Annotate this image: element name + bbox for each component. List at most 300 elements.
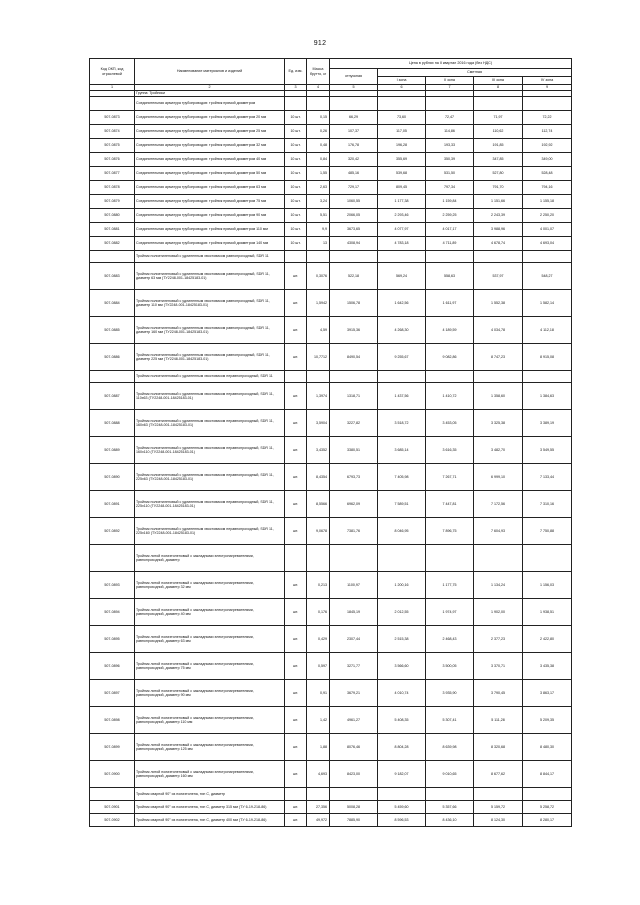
name-cell: Тройник литой полиэтиленовый с закладными электронагревателями, равнопроходной, диаметр 110 мм xyxy=(135,707,285,734)
unit-cell: шт. xyxy=(285,290,307,317)
empty-cell xyxy=(285,371,307,383)
col-number: 1 xyxy=(90,85,135,91)
table-row xyxy=(90,290,572,317)
group-name: Тройник литой полиэтиленовый с закладными электронагревателями, равнопроходной, диаметр xyxy=(135,545,285,572)
empty-cell xyxy=(285,788,307,801)
unit-cell: 10 шт. xyxy=(285,209,307,223)
mass-cell: 0,597 xyxy=(307,653,330,680)
price-zone-2: 1 611,97 xyxy=(426,290,474,317)
price-zone-2: 3 616,35 xyxy=(426,437,474,464)
price-zone-2: 5 357,66 xyxy=(426,801,474,814)
price-zone-2: 4 189,59 xyxy=(426,317,474,344)
header-code: Код ОКП, код отраслевой xyxy=(90,59,135,85)
price-zone-2: 3 935,90 xyxy=(426,680,474,707)
unit-cell: шт. xyxy=(285,599,307,626)
price-zone-4: 1 384,63 xyxy=(523,383,572,410)
code-cell xyxy=(90,371,135,383)
table-row xyxy=(90,599,572,626)
price-zone-4: 3 435,38 xyxy=(523,653,572,680)
price-zone-1: 2 293,46 xyxy=(378,209,426,223)
price-zone-2: 8 436,10 xyxy=(426,814,474,827)
empty-cell xyxy=(307,788,330,801)
name-cell: Тройник литой полиэтиленовый с закладными электронагревателями, равнопроходной, диаметр 32 мм xyxy=(135,572,285,599)
price-zone-1: 2 515,38 xyxy=(378,626,426,653)
price-zone-1: 4 010,74 xyxy=(378,680,426,707)
unit-cell: шт. xyxy=(285,344,307,371)
mass-cell: 27,356 xyxy=(307,801,330,814)
name-cell: Тройник полиэтиленовый с удлиненным хвостовиком неравнопроходный, SDR 11, 160x110 (ТУ2248-001-18425183-01) xyxy=(135,437,285,464)
price-zone-2: 7 896,75 xyxy=(426,518,474,545)
unit-cell: шт. xyxy=(285,761,307,788)
unit-cell: шт. xyxy=(285,437,307,464)
table-row xyxy=(90,707,572,734)
table-row xyxy=(90,167,572,181)
price-otpusknaya: 176,78 xyxy=(330,139,378,153)
table-body xyxy=(90,91,572,827)
code-cell: 507-0901 xyxy=(90,801,135,814)
price-otpusknaya: 2066,05 xyxy=(330,209,378,223)
name-cell: Тройник сварной 90° из полиэтилена, тип С, диаметр 400 мм (ТУ 6-19-218-86) xyxy=(135,814,285,827)
header-price-caption: Цена в рублях на II квартал 2016 года (без НДС) xyxy=(330,59,572,69)
price-zone-4: 528,48 xyxy=(523,167,572,181)
price-zone-3: 4 678,74 xyxy=(474,237,523,251)
price-zone-3: 3 790,45 xyxy=(474,680,523,707)
mass-cell: 0,84 xyxy=(307,153,330,167)
mass-cell: 1,3974 xyxy=(307,383,330,410)
name-cell: Тройник полиэтиленовый с удлиненным хвостовиком неравнопроходный, SDR 11, 160x63 (ТУ2248-001-18425183-01) xyxy=(135,410,285,437)
table-row xyxy=(90,814,572,827)
empty-cell xyxy=(378,371,426,383)
price-zone-4: 1 155,18 xyxy=(523,195,572,209)
price-zone-2: 558,63 xyxy=(426,263,474,290)
price-zone-4: 1 582,14 xyxy=(523,290,572,317)
name-cell: Тройник литой полиэтиленовый с закладными электронагревателями, равнопроходной, диаметр 160 мм xyxy=(135,761,285,788)
group-row xyxy=(90,371,572,383)
price-zone-1: 3 518,72 xyxy=(378,410,426,437)
price-otpusknaya: 8076,46 xyxy=(330,734,378,761)
price-otpusknaya: 4308,94 xyxy=(330,237,378,251)
empty-cell xyxy=(285,97,307,111)
price-zone-4: 7 133,44 xyxy=(523,464,572,491)
empty-cell xyxy=(378,545,426,572)
mass-cell: 0,48 xyxy=(307,139,330,153)
price-zone-4: 5 209,35 xyxy=(523,707,572,734)
unit-cell: шт. xyxy=(285,410,307,437)
name-cell: Тройник полиэтиленовый с удлиненным хвостовиком неравнопроходный, SDR 11, 225x63 (ТУ2248-001-18425183-01) xyxy=(135,464,285,491)
price-zone-2: 9 010,65 xyxy=(426,761,474,788)
group-name: Соединительная арматура трубопроводов: тройник прямой диаметром xyxy=(135,97,285,111)
name-cell: Тройник литой полиэтиленовый с закладными электронагревателями, равнопроходной, диаметр 75 мм xyxy=(135,653,285,680)
code-cell: 507-0882 xyxy=(90,237,135,251)
price-zone-4: 8 844,17 xyxy=(523,761,572,788)
price-otpusknaya: 8490,54 xyxy=(330,344,378,371)
empty-cell xyxy=(474,251,523,263)
empty-cell xyxy=(307,371,330,383)
table-row xyxy=(90,383,572,410)
code-cell: 507-0883 xyxy=(90,263,135,290)
mass-cell: 1,88 xyxy=(307,734,330,761)
table-row xyxy=(90,263,572,290)
price-otpusknaya: 7381,76 xyxy=(330,518,378,545)
empty-cell xyxy=(474,371,523,383)
code-cell: 507-0899 xyxy=(90,734,135,761)
price-otpusknaya: 5008,28 xyxy=(330,801,378,814)
price-otpusknaya: 107,37 xyxy=(330,125,378,139)
price-zone-4: 7 310,16 xyxy=(523,491,572,518)
table-row xyxy=(90,626,572,653)
empty-cell xyxy=(330,251,378,263)
mass-cell: 10,7712 xyxy=(307,344,330,371)
price-zone-1: 1 642,56 xyxy=(378,290,426,317)
price-zone-3: 791,70 xyxy=(474,181,523,195)
empty-cell xyxy=(426,788,474,801)
price-zone-4: 4 693,04 xyxy=(523,237,572,251)
empty-cell xyxy=(307,97,330,111)
table-row xyxy=(90,437,572,464)
unit-cell: шт. xyxy=(285,263,307,290)
name-cell: Тройник литой полиэтиленовый с закладными электронагревателями, равнопроходной, диаметр 63 мм xyxy=(135,626,285,653)
unit-cell: шт. xyxy=(285,572,307,599)
price-zone-3: 110,62 xyxy=(474,125,523,139)
table-row xyxy=(90,491,572,518)
price-zone-1: 1 200,16 xyxy=(378,572,426,599)
table-row xyxy=(90,125,572,139)
code-cell: 507-0893 xyxy=(90,572,135,599)
price-zone-4: 112,74 xyxy=(523,125,572,139)
price-zone-2: 531,50 xyxy=(426,167,474,181)
code-cell xyxy=(90,97,135,111)
header-smetnaya: Сметная xyxy=(378,69,572,77)
price-zone-2: 3 453,05 xyxy=(426,410,474,437)
price-zone-4: 4 112,18 xyxy=(523,317,572,344)
code-cell xyxy=(90,251,135,263)
mass-cell: 1,5942 xyxy=(307,290,330,317)
price-zone-2: 4 017,17 xyxy=(426,223,474,237)
name-cell: Соединительная арматура трубопроводов: тройник прямой диаметром 90 мм xyxy=(135,209,285,223)
empty-cell xyxy=(285,545,307,572)
group-name: Тройник полиэтиленовый с удлиненным хвостовиком неравнопроходный, SDR 11 xyxy=(135,371,285,383)
col-number: 8 xyxy=(474,85,523,91)
price-otpusknaya: 4961,27 xyxy=(330,707,378,734)
price-otpusknaya: 729,17 xyxy=(330,181,378,195)
unit-cell: 10 шт. xyxy=(285,237,307,251)
name-cell: Тройник литой полиэтиленовый с закладными электронагревателями, равнопроходной, диаметр 125 мм xyxy=(135,734,285,761)
header-mass: Масса брутто, кг xyxy=(307,59,330,85)
empty-cell xyxy=(330,97,378,111)
code-cell: 507-0891 xyxy=(90,491,135,518)
price-zone-3: 1 902,00 xyxy=(474,599,523,626)
price-zone-2: 350,39 xyxy=(426,153,474,167)
group-row xyxy=(90,251,572,263)
price-otpusknaya: 1845,19 xyxy=(330,599,378,626)
price-otpusknaya: 3271,77 xyxy=(330,653,378,680)
price-zone-1: 1 437,56 xyxy=(378,383,426,410)
empty-cell xyxy=(330,545,378,572)
table-row xyxy=(90,181,572,195)
code-cell: 507-0889 xyxy=(90,437,135,464)
price-zone-4: 192,92 xyxy=(523,139,572,153)
price-zone-3: 6 999,10 xyxy=(474,464,523,491)
code-cell: 507-0878 xyxy=(90,181,135,195)
price-zone-1: 5 459,60 xyxy=(378,801,426,814)
group-name: Группа: Тройники xyxy=(135,91,285,97)
price-zone-4: 7 750,88 xyxy=(523,518,572,545)
price-zone-3: 2 377,23 xyxy=(474,626,523,653)
unit-cell: 10 шт. xyxy=(285,181,307,195)
empty-cell xyxy=(474,545,523,572)
price-zone-2: 2 468,43 xyxy=(426,626,474,653)
header-name: Наименование материалов и изделий xyxy=(135,59,285,85)
price-zone-4: 8 915,08 xyxy=(523,344,572,371)
empty-cell xyxy=(523,97,572,111)
table-row xyxy=(90,153,572,167)
empty-cell xyxy=(378,251,426,263)
price-zone-1: 569,24 xyxy=(378,263,426,290)
price-zone-4: 8 480,30 xyxy=(523,734,572,761)
price-zone-3: 2 243,39 xyxy=(474,209,523,223)
price-otpusknaya: 6962,09 xyxy=(330,491,378,518)
unit-cell: 10 шт. xyxy=(285,111,307,125)
price-zone-2: 7 447,81 xyxy=(426,491,474,518)
code-cell: 507-0876 xyxy=(90,153,135,167)
price-zone-3: 5 111,28 xyxy=(474,707,523,734)
mass-cell: 0,176 xyxy=(307,599,330,626)
unit-cell: шт. xyxy=(285,383,307,410)
mass-cell: 2,63 xyxy=(307,181,330,195)
mass-cell: 0,213 xyxy=(307,572,330,599)
header-otpusknaya: отпускная xyxy=(330,69,378,85)
header-unit: Ед. изм. xyxy=(285,59,307,85)
code-cell: 507-0885 xyxy=(90,317,135,344)
price-zone-3: 7 604,93 xyxy=(474,518,523,545)
table-row xyxy=(90,653,572,680)
table-row xyxy=(90,344,572,371)
unit-cell: 10 шт. xyxy=(285,223,307,237)
name-cell: Тройник полиэтиленовый с удлиненным хвостовиком равнопроходный, SDR 11, диаметр 63 мм (ТУ2248-001-18425183-01) xyxy=(135,263,285,290)
empty-cell xyxy=(378,97,426,111)
price-zone-2: 9 082,86 xyxy=(426,344,474,371)
price-zone-1: 4 783,18 xyxy=(378,237,426,251)
price-zone-3: 527,80 xyxy=(474,167,523,181)
mass-cell: 1,55 xyxy=(307,167,330,181)
price-zone-1: 8 804,28 xyxy=(378,734,426,761)
unit-cell: шт. xyxy=(285,626,307,653)
price-zone-2: 114,86 xyxy=(426,125,474,139)
price-otpusknaya: 3227,82 xyxy=(330,410,378,437)
code-cell xyxy=(90,788,135,801)
price-zone-2: 1 177,75 xyxy=(426,572,474,599)
code-cell: 507-0887 xyxy=(90,383,135,410)
price-zone-3: 1 151,66 xyxy=(474,195,523,209)
mass-cell: 9,9 xyxy=(307,223,330,237)
price-zone-4: 548,27 xyxy=(523,263,572,290)
table-row xyxy=(90,734,572,761)
unit-cell: 10 шт. xyxy=(285,167,307,181)
price-zone-3: 8 677,62 xyxy=(474,761,523,788)
table-row xyxy=(90,209,572,223)
price-zone-3: 8 320,68 xyxy=(474,734,523,761)
name-cell: Соединительная арматура трубопроводов: тройник прямой диаметром 25 мм xyxy=(135,125,285,139)
name-cell: Тройник литой полиэтиленовый с закладными электронагревателями, равнопроходной, диаметр 40 мм xyxy=(135,599,285,626)
price-otpusknaya: 320,42 xyxy=(330,153,378,167)
price-otpusknaya: 3673,65 xyxy=(330,223,378,237)
name-cell: Тройник полиэтиленовый с удлиненным хвостовиком неравнопроходный, SDR 11, 225x160 (ТУ2248-001-18425183-01) xyxy=(135,518,285,545)
price-zone-3: 4 034,78 xyxy=(474,317,523,344)
empty-cell xyxy=(523,545,572,572)
code-cell: 507-0873 xyxy=(90,111,135,125)
col-number: 6 xyxy=(378,85,426,91)
mass-cell: 3,5904 xyxy=(307,410,330,437)
price-zone-1: 7 405,98 xyxy=(378,464,426,491)
mass-cell: 4,59 xyxy=(307,317,330,344)
name-cell: Тройник полиэтиленовый с удлиненным хвостовиком неравнопроходный, SDR 11, 225x110 (ТУ2248-001-18425183-01) xyxy=(135,491,285,518)
mass-cell: 9,0678 xyxy=(307,518,330,545)
price-otpusknaya: 8423,00 xyxy=(330,761,378,788)
price-zone-1: 8 046,95 xyxy=(378,518,426,545)
price-zone-2: 4 711,89 xyxy=(426,237,474,251)
col-number: 4 xyxy=(307,85,330,91)
empty-cell xyxy=(426,97,474,111)
code-cell: 507-0898 xyxy=(90,707,135,734)
price-zone-3: 71,97 xyxy=(474,111,523,125)
mass-cell: 0,91 xyxy=(307,680,330,707)
price-table xyxy=(89,58,572,827)
price-zone-3: 1 552,38 xyxy=(474,290,523,317)
name-cell: Соединительная арматура трубопроводов: тройник прямой диаметром 110 мм xyxy=(135,223,285,237)
empty-cell xyxy=(523,371,572,383)
price-zone-1: 117,05 xyxy=(378,125,426,139)
mass-cell: 1,42 xyxy=(307,707,330,734)
code-cell: 507-0874 xyxy=(90,125,135,139)
price-zone-3: 347,85 xyxy=(474,153,523,167)
price-zone-1: 1 177,38 xyxy=(378,195,426,209)
code-cell: 507-0884 xyxy=(90,290,135,317)
price-zone-2: 193,33 xyxy=(426,139,474,153)
code-cell: 507-0895 xyxy=(90,626,135,653)
name-cell: Тройник полиэтиленовый с удлиненным хвостовиком неравнопроходный, SDR 11, 110x63 (ТУ2248-001-18425183-01) xyxy=(135,383,285,410)
table-row xyxy=(90,237,572,251)
price-otpusknaya: 66,29 xyxy=(330,111,378,125)
code-cell: 507-0886 xyxy=(90,344,135,371)
price-otpusknaya: 3380,51 xyxy=(330,437,378,464)
code-cell: 507-0877 xyxy=(90,167,135,181)
price-zone-3: 191,85 xyxy=(474,139,523,153)
mass-cell: 5,51 xyxy=(307,209,330,223)
mass-cell: 49,972 xyxy=(307,814,330,827)
unit-cell: 10 шт. xyxy=(285,195,307,209)
price-zone-4: 8 280,17 xyxy=(523,814,572,827)
empty-cell xyxy=(285,251,307,263)
price-zone-3: 5 159,72 xyxy=(474,801,523,814)
name-cell: Соединительная арматура трубопроводов: тройник прямой диаметром 20 мм xyxy=(135,111,285,125)
name-cell: Соединительная арматура трубопроводов: тройник прямой диаметром 50 мм xyxy=(135,167,285,181)
col-number: 5 xyxy=(330,85,378,91)
empty-cell xyxy=(330,371,378,383)
empty-cell xyxy=(307,545,330,572)
price-zone-1: 2 012,55 xyxy=(378,599,426,626)
table-row xyxy=(90,464,572,491)
header-zone-1: I зона xyxy=(378,77,426,85)
code-cell: 507-0902 xyxy=(90,814,135,827)
price-otpusknaya: 1100,97 xyxy=(330,572,378,599)
price-otpusknaya: 7885,90 xyxy=(330,814,378,827)
unit-cell: шт. xyxy=(285,518,307,545)
price-zone-4: 2 422,80 xyxy=(523,626,572,653)
col-number: 3 xyxy=(285,85,307,91)
group-name: Тройник сварной 90° из полиэтилена, тип С, диаметр xyxy=(135,788,285,801)
price-zone-1: 3 685,14 xyxy=(378,437,426,464)
mass-cell: 8,4354 xyxy=(307,464,330,491)
price-zone-4: 794,16 xyxy=(523,181,572,195)
table-row xyxy=(90,518,572,545)
name-cell: Тройник литой полиэтиленовый с закладными электронагревателями, равнопроходной, диаметр 90 мм xyxy=(135,680,285,707)
price-zone-1: 196,28 xyxy=(378,139,426,153)
code-cell: 507-0888 xyxy=(90,410,135,437)
price-zone-4: 349,00 xyxy=(523,153,572,167)
price-otpusknaya: 1060,55 xyxy=(330,195,378,209)
mass-cell: 0,429 xyxy=(307,626,330,653)
empty-cell xyxy=(378,788,426,801)
empty-cell xyxy=(474,97,523,111)
name-cell: Соединительная арматура трубопроводов: тройник прямой диаметром 75 мм xyxy=(135,195,285,209)
empty-cell xyxy=(523,251,572,263)
table-row xyxy=(90,223,572,237)
unit-cell: шт. xyxy=(285,491,307,518)
name-cell: Тройник сварной 90° из полиэтилена, тип С, диаметр 315 мм (ТУ 6-19-218-86) xyxy=(135,801,285,814)
price-otpusknaya: 485,16 xyxy=(330,167,378,181)
price-zone-1: 9 182,07 xyxy=(378,761,426,788)
price-otpusknaya: 2307,44 xyxy=(330,626,378,653)
header-zone-2: II зона xyxy=(426,77,474,85)
price-otpusknaya: 1318,71 xyxy=(330,383,378,410)
price-zone-3: 3 482,70 xyxy=(474,437,523,464)
price-zone-2: 797,34 xyxy=(426,181,474,195)
empty-cell xyxy=(330,788,378,801)
price-zone-2: 72,47 xyxy=(426,111,474,125)
price-zone-3: 8 124,30 xyxy=(474,814,523,827)
unit-cell: 10 шт. xyxy=(285,139,307,153)
table-row xyxy=(90,111,572,125)
name-cell: Соединительная арматура трубопроводов: тройник прямой диаметром 63 мм xyxy=(135,181,285,195)
price-zone-1: 8 596,53 xyxy=(378,814,426,827)
unit-cell: шт. xyxy=(285,680,307,707)
code-cell: 507-0890 xyxy=(90,464,135,491)
unit-cell: шт. xyxy=(285,801,307,814)
price-zone-4: 2 250,20 xyxy=(523,209,572,223)
price-zone-4: 3 389,19 xyxy=(523,410,572,437)
price-zone-1: 73,60 xyxy=(378,111,426,125)
price-zone-3: 3 325,38 xyxy=(474,410,523,437)
price-zone-1: 809,45 xyxy=(378,181,426,195)
col-number: 2 xyxy=(135,85,285,91)
col-number: 7 xyxy=(426,85,474,91)
price-zone-1: 5 408,35 xyxy=(378,707,426,734)
price-otpusknaya: 1506,78 xyxy=(330,290,378,317)
table-row xyxy=(90,139,572,153)
unit-cell: 10 шт. xyxy=(285,125,307,139)
empty-cell xyxy=(426,545,474,572)
code-cell: 507-0875 xyxy=(90,139,135,153)
price-zone-1: 4 268,30 xyxy=(378,317,426,344)
price-zone-1: 3 566,60 xyxy=(378,653,426,680)
name-cell: Соединительная арматура трубопроводов: тройник прямой диаметром 40 мм xyxy=(135,153,285,167)
group-row xyxy=(90,97,572,111)
table-row xyxy=(90,801,572,814)
price-zone-4: 1 938,51 xyxy=(523,599,572,626)
price-zone-3: 1 358,60 xyxy=(474,383,523,410)
price-zone-4: 3 863,17 xyxy=(523,680,572,707)
code-cell: 507-0879 xyxy=(90,195,135,209)
